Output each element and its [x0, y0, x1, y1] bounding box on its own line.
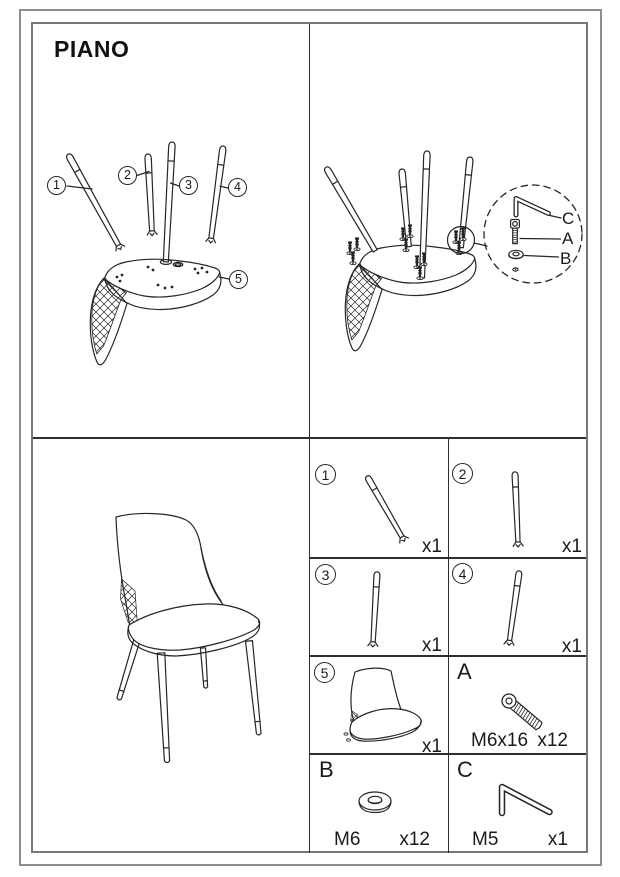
part-washer-drawing [359, 792, 391, 813]
part-a-qty: x12 [537, 730, 568, 751]
page-title: PIANO [54, 36, 130, 62]
part-leg-4-drawing [504, 570, 524, 646]
bolt-drawing [511, 220, 520, 244]
leg-drawing-3 [163, 142, 176, 262]
callout-5: 5 [229, 270, 248, 289]
chair-leg-back-left [116, 639, 140, 701]
part-allen-key-drawing [502, 787, 550, 813]
part-seat-drawing [344, 668, 421, 741]
leg-drawing-1 [64, 152, 125, 252]
part-c-qty: x1 [547, 829, 568, 850]
part-cell-a-letter: A [457, 659, 472, 684]
detail-label-a: A [562, 229, 574, 248]
chair-leg-back-mid [200, 648, 208, 689]
leg-drawing-4 [206, 145, 228, 243]
seat-shell-drawing [90, 259, 221, 365]
part-cell-2-number: 2 [452, 463, 473, 484]
part-cell-3-number: 3 [315, 564, 336, 585]
part-1-qty: x1 [421, 536, 442, 557]
part-3-qty: x1 [421, 635, 442, 656]
part-cell-b-letter: B [319, 757, 334, 782]
callout-4: 4 [228, 178, 247, 197]
screw-cluster-rear-left [347, 237, 360, 264]
allen-key-drawing [516, 199, 549, 216]
leg-drawing-2 [143, 154, 157, 236]
leg-attached-1 [323, 166, 378, 253]
part-c-size: M5 [472, 829, 499, 850]
part-leg-3-drawing [368, 572, 382, 648]
callout-1: 1 [47, 176, 66, 195]
part-leg-2-drawing [510, 472, 523, 548]
part-4-qty: x1 [561, 636, 582, 657]
callout-3: 3 [179, 176, 198, 195]
part-2-qty: x1 [561, 536, 582, 557]
seat-shell-drawing [345, 245, 476, 351]
detail-label-c: C [562, 209, 575, 228]
part-bolt-drawing [499, 691, 544, 732]
leg-attached-4 [458, 157, 474, 248]
part-leg-1-drawing [363, 474, 409, 544]
part-cell-5-number: 5 [314, 662, 335, 683]
assembly-view-figure [323, 151, 582, 351]
part-b-size: M6 [334, 829, 361, 850]
callout-2: 2 [118, 166, 137, 185]
assembled-chair-figure [116, 513, 263, 762]
part-a-size: M6x16 [471, 730, 529, 751]
chair-leg-front-left [157, 653, 171, 763]
part-cell-1-number: 1 [315, 464, 336, 485]
parts-grid-figures [344, 472, 550, 813]
chair-leg-front-right [246, 641, 263, 736]
part-cell-c-letter: C [457, 757, 473, 782]
washer-drawing [509, 250, 523, 271]
exploded-view-figure [64, 142, 229, 365]
part-5-qty: x1 [421, 736, 442, 757]
part-cell-4-number: 4 [452, 563, 473, 584]
detail-label-b: B [560, 249, 572, 268]
part-b-qty: x12 [399, 829, 430, 850]
detail-label-leaders [520, 216, 561, 258]
